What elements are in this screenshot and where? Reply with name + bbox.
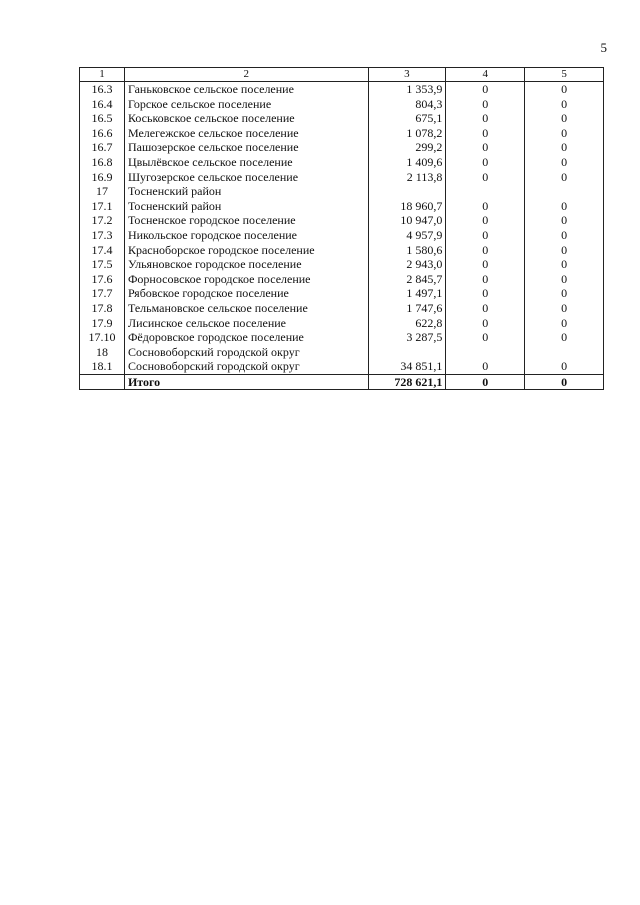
- row-col5: 0: [525, 286, 604, 301]
- row-col5: 0: [525, 359, 604, 374]
- header-col-2: 2: [124, 68, 368, 82]
- row-col4: 0: [446, 359, 525, 374]
- row-col4: [446, 184, 525, 199]
- table-row: [80, 155, 604, 170]
- row-value: 2 845,7: [368, 272, 446, 287]
- row-col4: 0: [446, 126, 525, 141]
- row-number: 17.3: [80, 228, 125, 243]
- row-col4: 0: [446, 301, 525, 316]
- row-value: 622,8: [368, 316, 446, 331]
- row-name: Лисинское сельское поселение: [124, 316, 368, 331]
- row-value: 804,3: [368, 97, 446, 112]
- row-col5: 0: [525, 199, 604, 214]
- page-number: 5: [600, 40, 607, 55]
- table-row: [80, 257, 604, 272]
- row-col4: 0: [446, 199, 525, 214]
- row-value: 10 947,0: [368, 213, 446, 228]
- row-name: Фёдоровское городское поселение: [124, 330, 368, 345]
- row-col4: 0: [446, 286, 525, 301]
- row-value: [368, 184, 446, 199]
- row-value: 4 957,9: [368, 228, 446, 243]
- row-col5: 0: [525, 243, 604, 258]
- row-col5: 0: [525, 272, 604, 287]
- row-value: [368, 345, 446, 360]
- table-body: [80, 82, 604, 375]
- row-col4: 0: [446, 272, 525, 287]
- table-row: [80, 213, 604, 228]
- row-number: 17.1: [80, 199, 125, 214]
- row-name: Мелегежское сельское поселение: [124, 126, 368, 141]
- row-value: 18 960,7: [368, 199, 446, 214]
- row-number: 17.9: [80, 316, 125, 331]
- row-col5: 0: [525, 316, 604, 331]
- table-row: [80, 330, 604, 345]
- row-value: 3 287,5: [368, 330, 446, 345]
- row-col4: 0: [446, 330, 525, 345]
- row-value: 1 747,6: [368, 301, 446, 316]
- row-number: 18: [80, 345, 125, 360]
- row-number: 17.2: [80, 213, 125, 228]
- row-col4: 0: [446, 170, 525, 185]
- row-name: Тосненский район: [124, 184, 368, 199]
- row-name: Ганьковское сельское поселение: [124, 82, 368, 97]
- table-row: [80, 97, 604, 112]
- row-value: 1 078,2: [368, 126, 446, 141]
- table-header-row: [80, 68, 604, 82]
- total-col4: 0: [446, 374, 525, 390]
- header-col-3: 3: [368, 68, 446, 82]
- row-col4: 0: [446, 155, 525, 170]
- total-col5: 0: [525, 374, 604, 390]
- row-name: Красноборское городское поселение: [124, 243, 368, 258]
- row-name: Тосненский район: [124, 199, 368, 214]
- header-col-5: 5: [525, 68, 604, 82]
- row-value: 1 353,9: [368, 82, 446, 97]
- table-row: [80, 140, 604, 155]
- row-number: 17.5: [80, 257, 125, 272]
- data-table: [79, 67, 604, 390]
- row-value: 299,2: [368, 140, 446, 155]
- row-value: 2 113,8: [368, 170, 446, 185]
- table-row: [80, 126, 604, 141]
- row-col5: 0: [525, 140, 604, 155]
- row-col4: [446, 345, 525, 360]
- row-name: Тосненское городское поселение: [124, 213, 368, 228]
- row-col5: 0: [525, 213, 604, 228]
- table-row: [80, 184, 604, 199]
- row-number: 17.4: [80, 243, 125, 258]
- row-col4: 0: [446, 228, 525, 243]
- row-number: 16.9: [80, 170, 125, 185]
- row-value: 1 580,6: [368, 243, 446, 258]
- table-row: [80, 272, 604, 287]
- row-number: 18.1: [80, 359, 125, 374]
- table-row: [80, 316, 604, 331]
- row-number: 16.8: [80, 155, 125, 170]
- row-value: 2 943,0: [368, 257, 446, 272]
- row-number: 16.4: [80, 97, 125, 112]
- table-row: [80, 345, 604, 360]
- row-number: 16.3: [80, 82, 125, 97]
- row-col5: [525, 345, 604, 360]
- row-col4: 0: [446, 97, 525, 112]
- table-row: [80, 82, 604, 97]
- row-number: 16.5: [80, 111, 125, 126]
- row-col5: 0: [525, 228, 604, 243]
- table-row: [80, 111, 604, 126]
- row-col5: 0: [525, 111, 604, 126]
- row-value: 675,1: [368, 111, 446, 126]
- row-col4: 0: [446, 111, 525, 126]
- row-col5: 0: [525, 301, 604, 316]
- row-name: Пашозерское сельское поселение: [124, 140, 368, 155]
- row-col5: 0: [525, 257, 604, 272]
- row-name: Горское сельское поселение: [124, 97, 368, 112]
- row-name: Ульяновское городское поселение: [124, 257, 368, 272]
- table-row: [80, 228, 604, 243]
- row-value: 34 851,1: [368, 359, 446, 374]
- total-value: 728 621,1: [368, 374, 446, 390]
- row-name: Сосновоборский городской округ: [124, 345, 368, 360]
- table-row: [80, 359, 604, 374]
- row-name: Форносовское городское поселение: [124, 272, 368, 287]
- row-name: Никольское городское поселение: [124, 228, 368, 243]
- row-col5: 0: [525, 97, 604, 112]
- row-number: 16.7: [80, 140, 125, 155]
- row-col4: 0: [446, 213, 525, 228]
- row-col4: 0: [446, 257, 525, 272]
- table-row: [80, 243, 604, 258]
- table-row: [80, 199, 604, 214]
- row-col5: 0: [525, 155, 604, 170]
- row-col4: 0: [446, 316, 525, 331]
- row-name: Цвылёвское сельское поселение: [124, 155, 368, 170]
- row-number: 17.8: [80, 301, 125, 316]
- header-col-4: 4: [446, 68, 525, 82]
- row-col5: 0: [525, 170, 604, 185]
- row-number: 17.7: [80, 286, 125, 301]
- row-number: 17.6: [80, 272, 125, 287]
- row-name: Шугозерское сельское поселение: [124, 170, 368, 185]
- total-num-cell: [80, 374, 125, 390]
- row-value: 1 497,1: [368, 286, 446, 301]
- row-number: 17: [80, 184, 125, 199]
- row-col4: 0: [446, 243, 525, 258]
- header-col-1: 1: [80, 68, 125, 82]
- row-number: 17.10: [80, 330, 125, 345]
- row-name: Сосновоборский городской округ: [124, 359, 368, 374]
- table-row: [80, 286, 604, 301]
- row-number: 16.6: [80, 126, 125, 141]
- row-value: 1 409,6: [368, 155, 446, 170]
- row-name: Тельмановское сельское поселение: [124, 301, 368, 316]
- table-row: [80, 301, 604, 316]
- row-col4: 0: [446, 140, 525, 155]
- row-name: Коськовское сельское поселение: [124, 111, 368, 126]
- row-col4: 0: [446, 82, 525, 97]
- total-label: Итого: [124, 374, 368, 390]
- row-name: Рябовское городское поселение: [124, 286, 368, 301]
- row-col5: 0: [525, 82, 604, 97]
- row-col5: 0: [525, 126, 604, 141]
- total-row: [80, 374, 604, 390]
- table-row: [80, 170, 604, 185]
- row-col5: [525, 184, 604, 199]
- row-col5: 0: [525, 330, 604, 345]
